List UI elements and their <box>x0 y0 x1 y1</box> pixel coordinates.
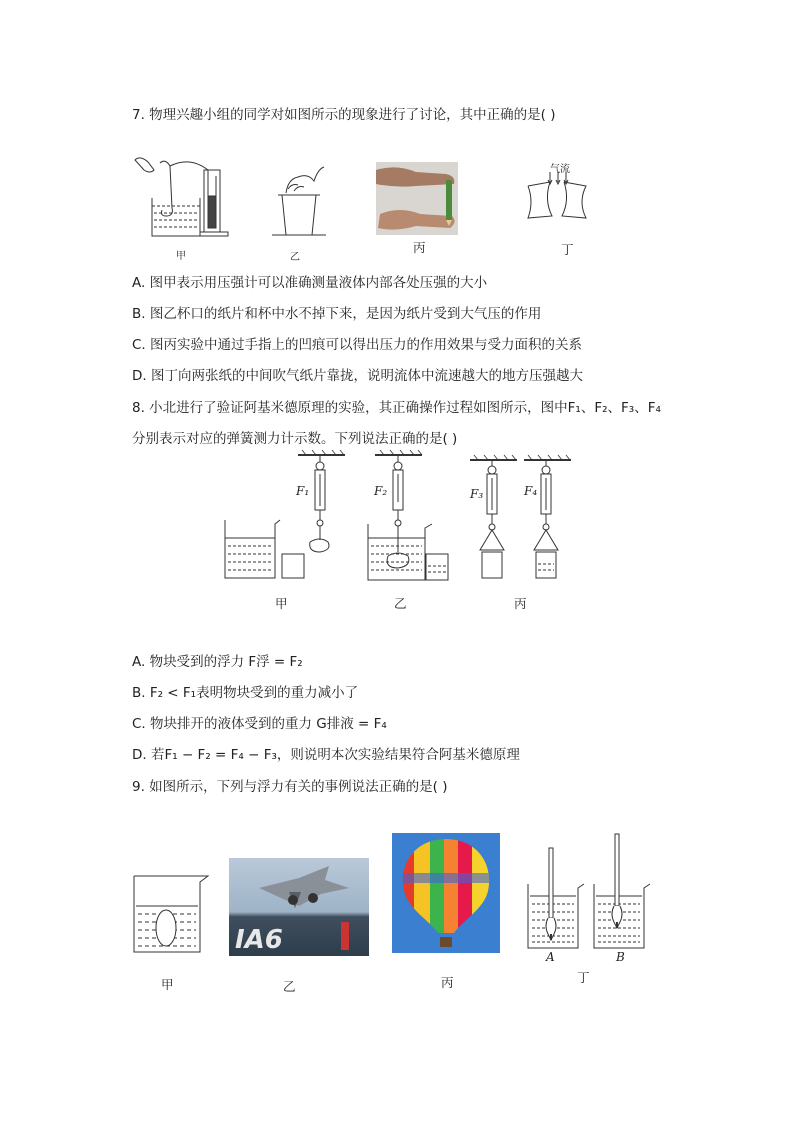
q8-option-c[interactable]: C. 物块排开的液体受到的重力 G排液 = F₄ <box>132 716 387 732</box>
q7-fig-jia-pressure-gauge <box>130 158 235 243</box>
q9-caption-bing: 丙 <box>441 975 454 990</box>
q7-fig-ding-airflow-label: 气流 <box>550 164 570 175</box>
q9-fig-yi-jet-photo <box>229 858 369 956</box>
q9-caption-jia: 甲 <box>161 977 174 992</box>
q7-caption-bing: 丙 <box>413 240 426 255</box>
q7-option-b[interactable]: B. 图乙杯口的纸片和杯中水不掉下来，是因为纸片受到大气压的作用 <box>132 306 542 322</box>
q8-label-f4: F₄ <box>524 484 538 498</box>
q7-option-c[interactable]: C. 图丙实验中通过手指上的凹痕可以得出压力的作用效果与受力面积的关系 <box>132 337 583 353</box>
q9-label-a: A <box>546 950 555 964</box>
q8-caption-bing: 丙 <box>514 596 527 611</box>
q8-figure-archimedes <box>220 450 580 585</box>
svg-text:IA6: IA6 <box>235 925 283 955</box>
q9-stem: 9. 如图所示，下列与浮力有关的事例说法正确的是( ) <box>132 779 448 795</box>
q7-option-d[interactable]: D. 图丁向两张纸的中间吹气纸片靠拢，说明流体中流速越大的地方压强越大 <box>132 368 583 384</box>
q8-caption-yi: 乙 <box>394 596 407 611</box>
q7-fig-bing-pencil-photo <box>376 162 458 235</box>
q7-fig-yi-inverted-cup <box>268 165 328 245</box>
q7-option-a[interactable]: A. 图甲表示用压强计可以准确测量液体内部各处压强的大小 <box>132 275 488 291</box>
q9-caption-ding: 丁 <box>577 970 590 985</box>
q8-option-b[interactable]: B. F₂ < F₁表明物块受到的重力减小了 <box>132 685 359 701</box>
q9-fig-bing-balloon-photo <box>392 833 500 953</box>
q8-option-d[interactable]: D. 若F₁ − F₂ = F₄ − F₃，则说明本次实验结果符合阿基米德原理 <box>132 747 520 763</box>
q8-stem-line2: 分别表示对应的弹簧测力计示数。下列说法正确的是( ) <box>132 431 458 447</box>
q8-option-a[interactable]: A. 物块受到的浮力 F浮 = F₂ <box>132 654 303 670</box>
q9-caption-yi: 乙 <box>283 979 296 994</box>
q9-label-b: B <box>616 950 625 964</box>
q7-stem: 7. 物理兴趣小组的同学对如图所示的现象进行了讨论，其中正确的是( ) <box>132 107 556 123</box>
q9-fig-jia-beaker-egg <box>130 872 210 957</box>
q7-caption-yi: 乙 <box>290 252 300 263</box>
q7-caption-jia: 甲 <box>176 251 186 262</box>
q8-label-f2: F₂ <box>374 484 388 498</box>
q8-caption-jia: 甲 <box>275 596 288 611</box>
q8-stem-line1: 8. 小北进行了验证阿基米德原理的实验，其正确操作过程如图所示，图中F₁、F₂、F₃、F₄ <box>132 400 661 416</box>
q7-caption-ding: 丁 <box>561 242 574 257</box>
q8-label-f3: F₃ <box>470 487 484 501</box>
q9-fig-ding-densimeters <box>524 830 659 955</box>
q8-label-f1: F₁ <box>296 484 310 498</box>
